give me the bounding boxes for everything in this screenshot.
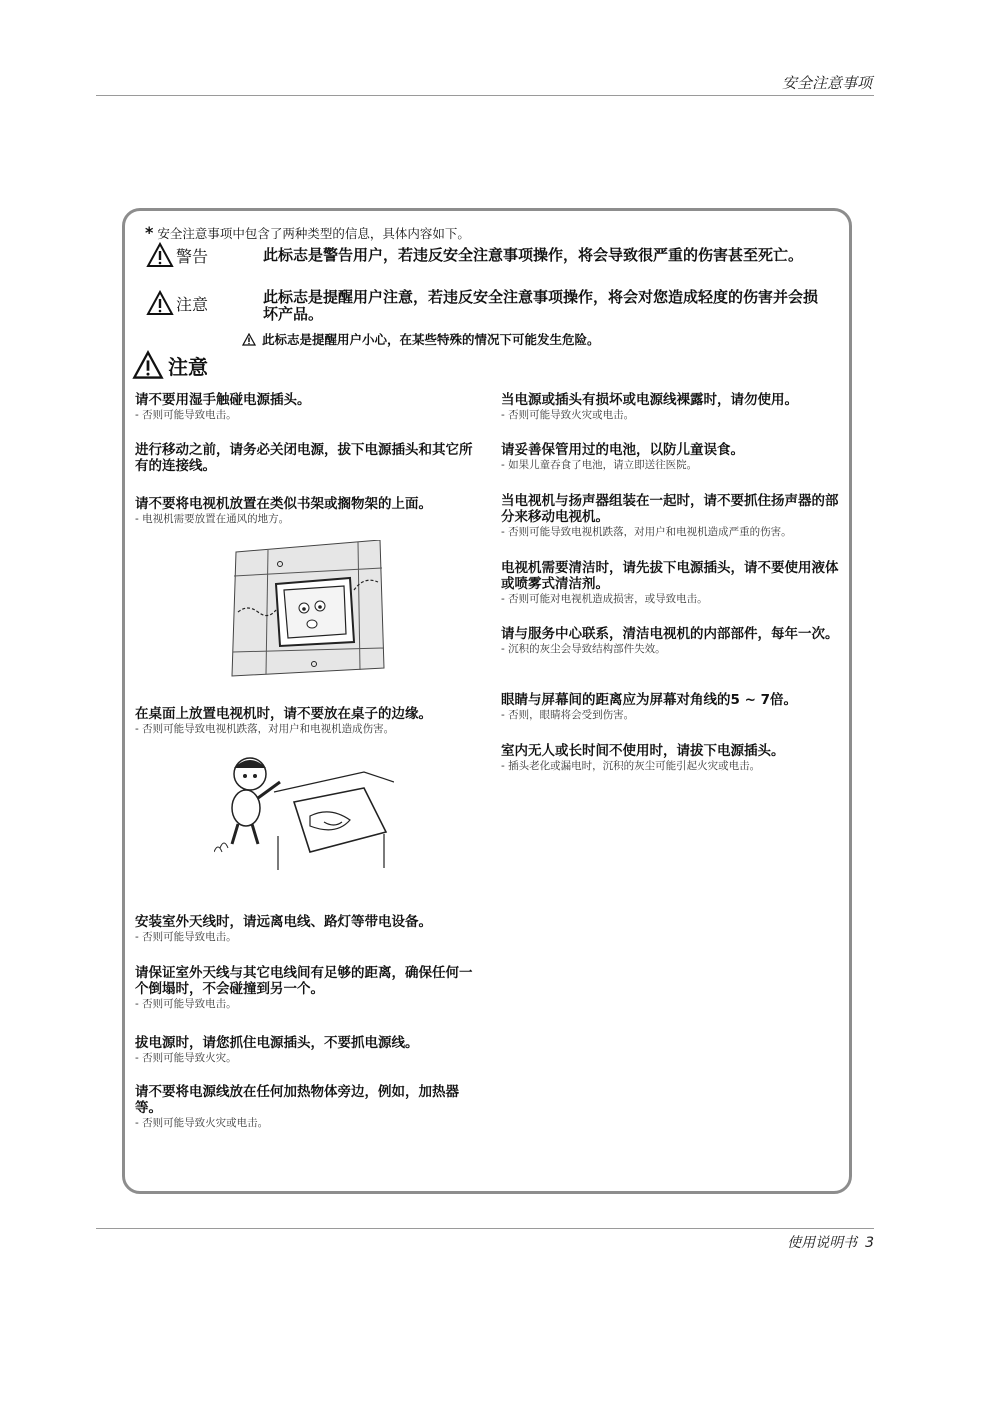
item-desc: - 插头老化或漏电时，沉积的灰尘可能引起火灾或电击。	[501, 760, 851, 773]
left-item-4	[135, 706, 485, 736]
item-title: 请与服务中心联系，清洁电视机的内部部件，每年一次。	[501, 626, 839, 642]
item-desc: - 否则，眼睛将会受到伤害。	[501, 709, 851, 722]
notice-text: 此标志是提醒用户小心，在某些特殊的情况下可能发生危险。	[262, 332, 600, 347]
caution-sign	[146, 290, 208, 316]
warning-label: 警告	[176, 246, 209, 266]
item-desc: - 否则可能导致电视机跌落，对用户和电视机造成严重的伤害。	[501, 526, 851, 539]
section-title	[132, 350, 208, 380]
left-item-2	[135, 442, 485, 474]
item-title: 当电源或插头有损坏或电源线裸露时，请勿使用。	[501, 392, 798, 408]
item-title: 在桌面上放置电视机时，请不要放在桌子的边缘。	[135, 706, 432, 722]
warning-sign	[146, 242, 208, 268]
intro-star: *	[145, 223, 154, 242]
right-item-6	[501, 692, 851, 722]
item-title: 室内无人或长时间不使用时，请拔下电源插头。	[501, 743, 785, 759]
notice-triangle-icon	[242, 333, 256, 346]
item-desc: - 否则可能导致电击。	[135, 409, 485, 422]
right-item-1	[501, 392, 851, 422]
intro-line	[145, 223, 470, 242]
item-desc: - 否则可能导致火灾。	[135, 1052, 485, 1065]
item-desc: - 否则可能导致电击。	[135, 931, 485, 944]
left-item-3	[135, 496, 485, 526]
item-desc: - 否则可能导致火灾或电击。	[135, 1117, 485, 1130]
warning-description: 此标志是警告用户，若违反安全注意事项操作，将会导致很严重的伤害甚至死亡。	[263, 246, 804, 264]
footer-rule	[96, 1228, 874, 1229]
intro-text: 安全注意事项中包含了两种类型的信息，具体内容如下。	[157, 226, 470, 241]
right-item-4	[501, 560, 851, 606]
caution-triangle-icon	[146, 290, 174, 316]
right-item-5	[501, 626, 851, 656]
page-footer	[787, 1232, 874, 1252]
page-number: 3	[865, 1235, 874, 1251]
right-item-7	[501, 743, 851, 773]
item-title: 电视机需要清洁时，请先拔下电源插头，请不要使用液体或喷雾式清洁剂。	[501, 560, 839, 592]
item-title: 请不要将电视机放置在类似书架或搁物架的上面。	[135, 496, 432, 512]
item-title: 眼睛与屏幕间的距离应为屏幕对角线的5 ~ 7倍。	[501, 692, 797, 708]
section-title-text: 注意	[168, 354, 208, 379]
item-title: 请保证室外天线与其它电线间有足够的距离，确保任何一个倒塌时，不会碰撞到另一个。	[135, 965, 473, 997]
right-item-3	[501, 493, 851, 539]
page-header-title: 安全注意事项	[781, 74, 872, 92]
item-desc: - 否则可能对电视机造成损害，或导致电击。	[501, 593, 851, 606]
item-desc: - 沉积的灰尘会导致结构部件失效。	[501, 643, 851, 656]
notice-line	[242, 330, 600, 348]
item-desc: - 否则可能导致电视机跌落，对用户和电视机造成伤害。	[135, 723, 485, 736]
item-title: 请妥善保管用过的电池，以防儿童误食。	[501, 442, 744, 458]
item-title: 安装室外天线时，请远离电线、路灯等带电设备。	[135, 914, 432, 930]
caution-label: 注意	[176, 294, 209, 314]
caution-description: 此标志是提醒用户注意，若违反安全注意事项操作，将会对您造成轻度的伤害并会损坏产品。	[263, 288, 819, 323]
left-item-1	[135, 392, 485, 422]
item-desc: - 否则可能导致电击。	[135, 998, 485, 1011]
item-title: 请不要将电源线放在任何加热物体旁边，例如，加热器等。	[135, 1084, 459, 1116]
footer-label: 使用说明书	[787, 1235, 858, 1251]
item-title: 拔电源时，请您抓住电源插头，不要抓电源线。	[135, 1035, 419, 1051]
section-caution-icon	[132, 350, 164, 380]
item-desc: - 如果儿童吞食了电池，请立即送往医院。	[501, 459, 851, 472]
item-title: 进行移动之前，请务必关闭电源，拔下电源插头和其它所有的连接线。	[135, 442, 473, 474]
child-tv-illustration	[214, 752, 394, 872]
left-item-7	[135, 1035, 485, 1065]
left-item-8	[135, 1084, 485, 1130]
tv-in-shelf-illustration	[228, 540, 388, 680]
item-title: 请不要用湿手触碰电源插头。	[135, 392, 311, 408]
header-rule	[96, 95, 874, 96]
left-item-5	[135, 914, 485, 944]
item-desc: - 否则可能导致火灾或电击。	[501, 409, 851, 422]
item-title: 当电视机与扬声器组装在一起时，请不要抓住扬声器的部分来移动电视机。	[501, 493, 839, 525]
right-item-2	[501, 442, 851, 472]
warning-triangle-icon	[146, 242, 174, 268]
item-desc: - 电视机需要放置在通风的地方。	[135, 513, 485, 526]
left-item-6	[135, 965, 485, 1011]
